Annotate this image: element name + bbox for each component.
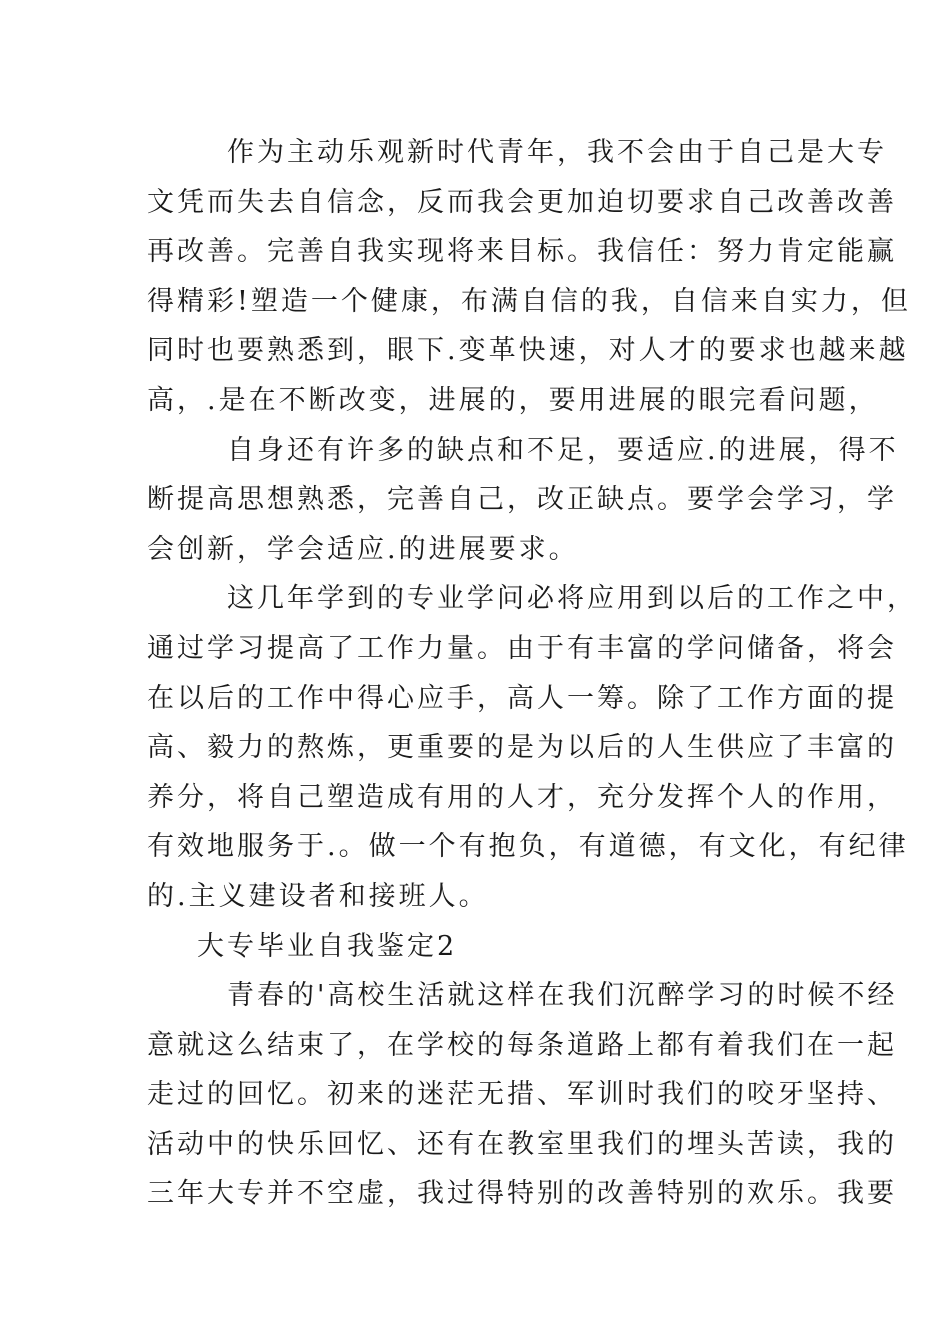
paragraph-line: 自身还有许多的缺点和不足，要适应.的进展，得不 bbox=[227, 434, 899, 466]
paragraph-line: 青春的'高校生活就这样在我们沉醉学习的时候不经 bbox=[227, 980, 898, 1012]
paragraph-line: 有效地服务于.。做一个有抱负，有道德，有文化，有纪律 bbox=[147, 831, 909, 863]
paragraph-line: 高，.是在不断改变，进展的，要用进展的眼完看问题， bbox=[147, 384, 879, 416]
paragraph-line: 通过学习提高了工作力量。由于有丰富的学问储备，将会 bbox=[147, 632, 897, 664]
paragraph-line: 的.主义建设者和接班人。 bbox=[147, 880, 489, 912]
paragraph-line: 断提高思想熟悉，完善自己，改正缺点。要学会学习，学 bbox=[147, 484, 897, 516]
paragraph-line: 文凭而失去自信念，反而我会更加迫切要求自己改善改善 bbox=[147, 186, 897, 218]
paragraph-line: 在以后的工作中得心应手，高人一筹。除了工作方面的提 bbox=[147, 682, 897, 714]
paragraph-line: 走过的回忆。初来的迷茫无措、军训时我们的咬牙坚持、 bbox=[147, 1079, 897, 1111]
paragraph-line: 再改善。完善自我实现将来目标。我信任：努力肯定能赢 bbox=[147, 236, 897, 268]
paragraph-line: 得精彩!塑造一个健康，布满自信的我，自信来自实力，但 bbox=[147, 285, 911, 317]
paragraph-line: 活动中的快乐回忆、还有在教室里我们的埋头苦读，我的 bbox=[147, 1128, 897, 1160]
section-heading: 大专毕业自我鉴定2 bbox=[197, 930, 458, 962]
paragraph-line: 会创新，学会适应.的进展要求。 bbox=[147, 533, 579, 565]
paragraph-line: 养分，将自己塑造成有用的人才，充分发挥个人的作用， bbox=[147, 781, 897, 813]
paragraph-line: 意就这么结束了，在学校的每条道路上都有着我们在一起 bbox=[147, 1029, 897, 1061]
document-body bbox=[147, 128, 917, 1219]
paragraph-line: 作为主动乐观新时代青年，我不会由于自己是大专 bbox=[227, 137, 887, 168]
paragraph-line: 这几年学到的专业学问必将应用到以后的工作之中， bbox=[227, 583, 917, 615]
paragraph-line: 同时也要熟悉到，眼下.变革快速，对人才的要求也越来越 bbox=[147, 335, 909, 367]
paragraph-line: 高、毅力的熬炼，更重要的是为以后的人生供应了丰富的 bbox=[147, 732, 897, 764]
paragraph-line: 三年大专并不空虚，我过得特别的改善特别的欢乐。我要 bbox=[147, 1178, 897, 1210]
